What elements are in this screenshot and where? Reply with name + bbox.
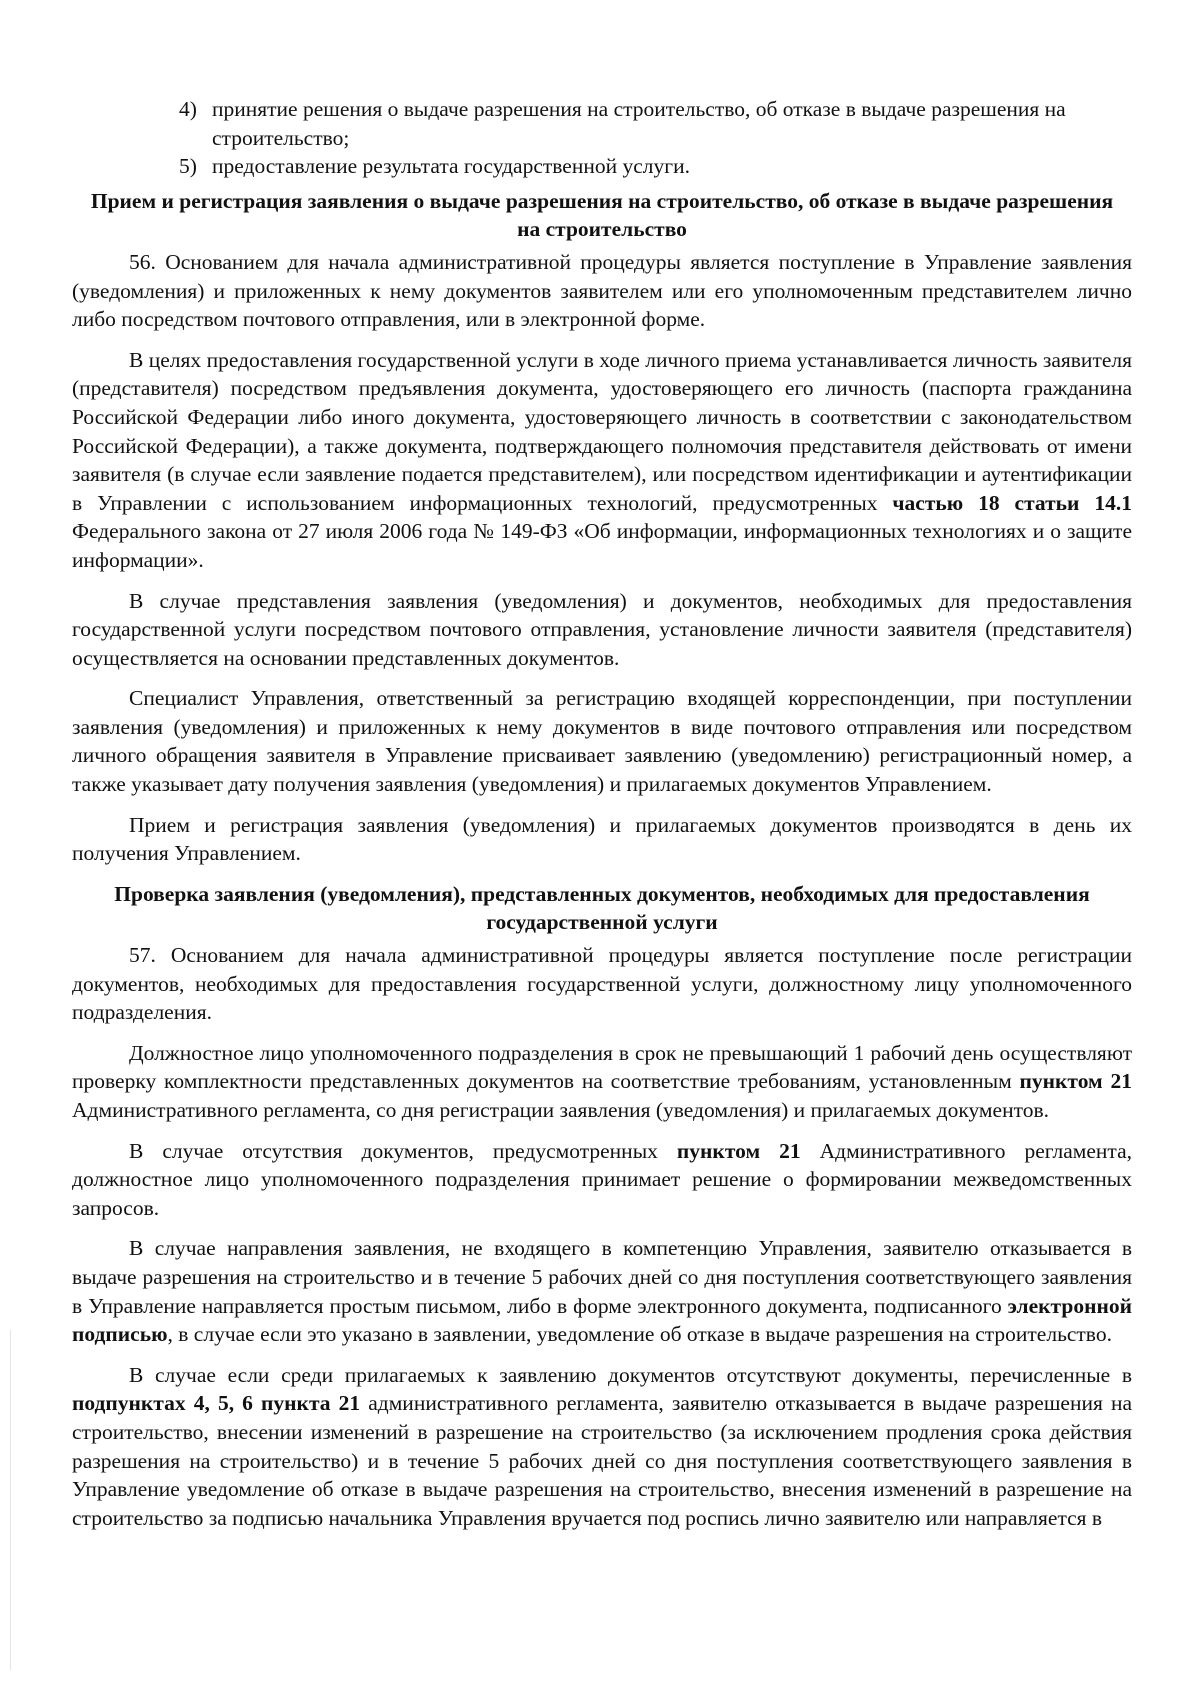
paragraph: В случае представления заявления (уведомления) и документов, необходимых для предоставления государственной услуги посредством почтового отправления, установление личности заявителя (представителя) осуществляется на основании представленных документов. <box>72 588 1132 670</box>
section-heading-registration: Прием и регистрация заявления о выдаче разрешения на строительство, об отказе в выдаче разрешения на строительство <box>90 188 1114 242</box>
paragraph: 56. Основанием для начала административной процедуры является поступление в Управление заявления (уведомления) и приложенных к нему документов заявителем или его уполномоченным представителем лично либо посредством почтового отправления, или в электронной форме. <box>72 249 1132 332</box>
legal-reference: пунктом 21 <box>676 1138 801 1163</box>
paragraph <box>72 1039 1132 1125</box>
paragraph: Прием и регистрация заявления (уведомления) и прилагаемых документов производятся в день их получения Управлением. <box>72 812 1132 866</box>
paragraph-text: В целях предоставления государственной услуги в ходе личного приема устанавливается личность заявителя (представителя) посредством предъявления документа, удостоверяющего его личность (паспорта гражданина Российской Федерации либо иного документа, удостоверяющего личность в соответствии с законодательством Российской Федерации), а также документа, подтверждающего полномочия представителя действовать от имени заявителя (в случае если заявление подается представителем), или посредством идентификации и аутентификации в Управлении с использованием информационных технологий, предусмотренных <box>72 347 1132 515</box>
legal-reference: электронной подписью <box>72 1293 1132 1347</box>
paragraph-text: В случае отсутствия документов, предусмотренных <box>129 1138 677 1163</box>
legal-reference: частью 18 статьи 14.1 <box>892 490 1132 515</box>
paragraph-text: Федерального закона от 27 июля 2006 года № 149-ФЗ «Об информации, информационных технологиях и о защите информации». <box>72 519 1132 572</box>
list-item-text: принятие решения о выдаче разрешения на строительство, об отказе в выдаче разрешения на строительство; <box>212 97 1066 150</box>
paragraph-text: В случае если среди прилагаемых к заявлению документов отсутствуют документы, перечисленные в <box>129 1362 1132 1387</box>
paragraph-text: , в случае если это указано в заявлении, уведомление об отказе в выдаче разрешения на строительство. <box>167 1322 1112 1347</box>
list-item-text: предоставление результата государственной услуги. <box>212 154 690 179</box>
paragraph <box>72 1137 1132 1223</box>
paragraph: Специалист Управления, ответственный за регистрацию входящей корреспонденции, при поступлении заявления (уведомления) и приложенных к нему документов в виде почтового отправления или посредством личного обращения заявителя в Управление присваивает заявлению (уведомлению) регистрационный номер, а также указывает дату получения заявления (уведомления) и прилагаемых документов Управлением. <box>72 686 1132 797</box>
list-item-number: 5) <box>179 154 197 179</box>
paragraph-text: Административного регламента, со дня регистрации заявления (уведомления) и прилагаемых документов. <box>72 1098 1049 1122</box>
scan-edge-line <box>10 1330 11 1670</box>
list-item <box>72 152 1132 181</box>
legal-reference: подпунктах 4, 5, 6 пункта 21 <box>72 1391 361 1416</box>
paragraph <box>72 1361 1132 1533</box>
section-heading-verification: Проверка заявления (уведомления), представленных документов, необходимых для предоставления государственной услуги <box>114 881 1090 935</box>
list-item <box>72 95 1132 152</box>
paragraph-text: Административного регламента, должностное лицо уполномоченного подразделения принимает решение о формировании межведомственных запросов. <box>72 1138 1132 1220</box>
paragraph-text: Должностное лицо уполномоченного подразделения в срок не превышающий 1 рабочий день осуществляют проверку комплектности представленных документов на соответствие требованиям, установленным <box>72 1040 1132 1094</box>
paragraph <box>72 346 1132 575</box>
paragraph-text: В случае направления заявления, не входящего в компетенцию Управления, заявителю отказывается в выдаче разрешения на строительство и в течение 5 рабочих дней со дня поступления соответствующего заявления в Управление направляется простым письмом, либо в форме электронного документа, подписанного <box>72 1236 1132 1318</box>
list-item-number: 4) <box>179 97 197 121</box>
legal-reference: пунктом 21 <box>1019 1069 1132 1094</box>
paragraph <box>72 1234 1132 1348</box>
procedure-list <box>72 95 1132 181</box>
paragraph-text: административного регламента, заявителю отказывается в выдаче разрешения на строительство, внесении изменений в разрешение на строительство (за исключением продления срока действия разрешения на строительство) и в течение 5 рабочих дней со дня поступления соответствующего заявления в Управление уведомление об отказе в выдаче разрешения на строительство, внесения изменений в разрешение на строительство за подписью начальника Управления вручается под роспись лично заявителю или направляется в <box>72 1391 1132 1530</box>
paragraph: 57. Основанием для начала административной процедуры является поступление после регистрации документов, необходимых для предоставления государственной услуги, должностному лицу уполномоченного подразделения. <box>72 943 1132 1025</box>
